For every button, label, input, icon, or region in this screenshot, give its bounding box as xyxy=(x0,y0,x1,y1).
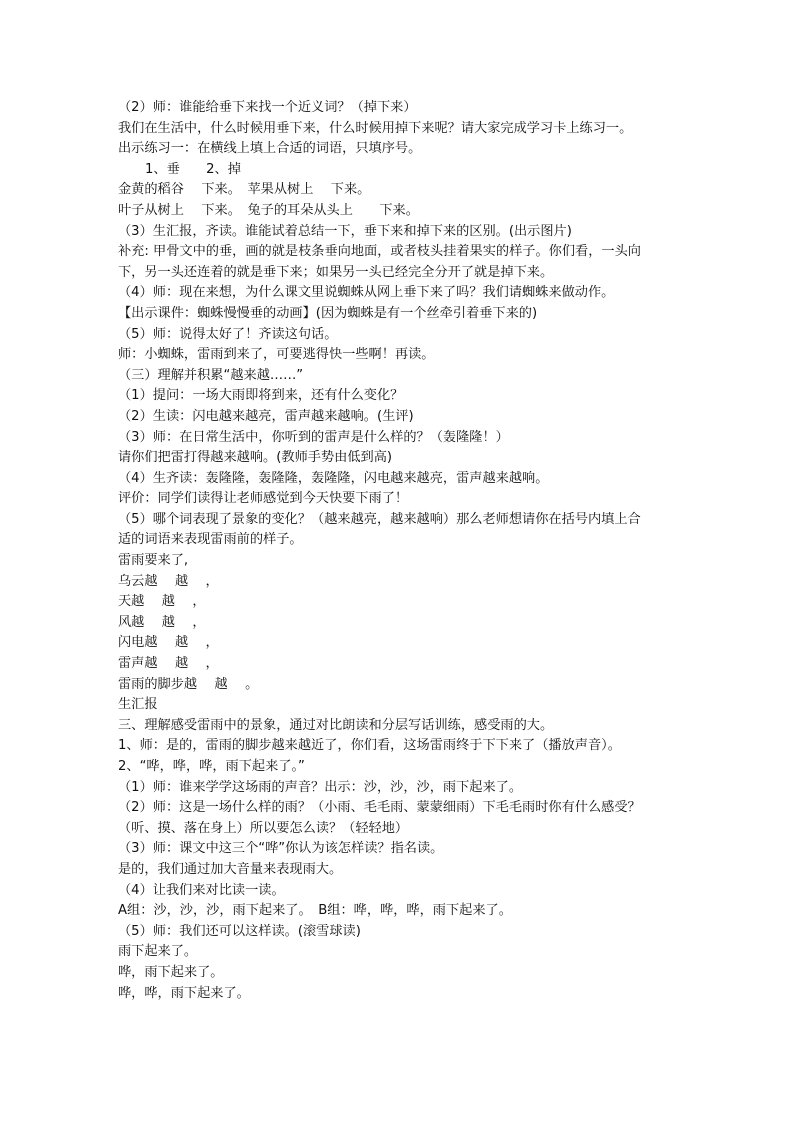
text-line: （3）师：课文中这三个“哗”你认为该怎样读？指名读。 xyxy=(118,841,444,857)
text-line: （2）师：这是一场什么样的雨？（小雨、毛毛雨、蒙蒙细雨）下毛毛雨时你有什么感受？ xyxy=(118,800,641,816)
text-line: （4）生齐读：轰隆隆，轰隆隆，轰隆隆，闪电越来越亮，雷声越来越响。 xyxy=(118,470,549,486)
text-line: 三、理解感受雷雨中的景象，通过对比朗读和分层写话训练，感受雨的大。 xyxy=(118,717,554,733)
text-line: 天越 越 ， xyxy=(118,594,206,610)
text-line: 出示练习一：在横线上填上合适的词语，只填序号。 xyxy=(118,141,422,157)
text-line: 适的词语来表现雷雨前的样子。 xyxy=(118,532,303,548)
text-line: （2）师：谁能给垂下来找一个近义词？（掉下来） xyxy=(118,100,417,115)
text-line: （4）师：现在来想，为什么课文里说蜘蛛从网上垂下来了吗？我们请蜘蛛来做动作。 xyxy=(118,285,615,301)
text-line: 是的，我们通过加大音量来表现雨大。 xyxy=(118,861,343,877)
text-line: 师：小蜘蛛，雷雨到来了，可要逃得快一些啊！再读。 xyxy=(118,347,435,363)
text-line: 叶子从树上 下来。 兔子的耳朵从头上 下来。 xyxy=(118,202,419,218)
text-line: （三）理解并积累“越来越……” xyxy=(118,367,304,383)
text-line: 请你们把雷打得越来越响。(教师手势由低到高) xyxy=(118,450,393,466)
text-line: （5）师：说得太好了！齐读这句话。 xyxy=(118,326,338,342)
document-page xyxy=(118,98,678,1004)
text-line: 雨下起来了。 xyxy=(118,944,198,960)
text-line: 雷雨要来了, xyxy=(118,553,189,569)
text-line: （5）师：我们还可以这样读。(滚雪球读) xyxy=(118,923,361,939)
text-line: 雷声越 越 ， xyxy=(118,656,219,672)
text-line: 1、师：是的，雷雨的脚步越来越近了，你们看，这场雷雨终于下下来了（播放声音）。 xyxy=(118,738,621,754)
text-line: 哗，哗，雨下起来了。 xyxy=(118,985,250,1001)
text-line: 风越 越 ， xyxy=(118,614,206,630)
text-line: 补充: 甲骨文中的垂，画的就是枝条垂向地面，或者枝头挂着果实的样子。你们看，一头向 xyxy=(118,244,641,260)
text-line: 1、垂 2、掉 xyxy=(145,161,241,177)
text-line: 乌云越 越 ， xyxy=(118,573,219,589)
text-line: （1）提问：一场大雨即将到来，还有什么变化？ xyxy=(118,388,404,404)
text-line: （3）师：在日常生活中，你听到的雷声是什么样的？（轰隆隆！） xyxy=(118,429,509,445)
text-line: 金黄的稻谷 下来。 苹果从树上 下来。 xyxy=(118,182,371,198)
text-line: 生汇报 xyxy=(118,697,158,713)
text-line: 下，另一头还连着的就是垂下来；如果另一头已经完全分开了就是掉下来。 xyxy=(118,264,554,280)
text-line: 【出示课件：蜘蛛慢慢垂的动画】(因为蜘蛛是有一个丝牵引着垂下来的) xyxy=(118,305,538,321)
text-line: （1）师：谁来学学这场雨的声音？出示：沙，沙，沙，雨下起来了。 xyxy=(118,779,523,795)
text-line: （听、摸、落在身上）所以要怎么读？（轻轻地） xyxy=(118,820,409,836)
text-line: 雷雨的脚步越 越 。 xyxy=(118,676,259,692)
text-line: （5）哪个词表现了景象的变化？（越来越亮，越来越响）那么老师想请你在括号内填上合 xyxy=(118,511,641,527)
text-line: 2、“哗，哗，哗，雨下起来了。” xyxy=(118,759,305,774)
text-line: （3）生汇报，齐读。谁能试着总结一下，垂下来和掉下来的区别。(出示图片) xyxy=(118,223,572,239)
text-line: 评价：同学们读得让老师感觉到今天快要下雨了！ xyxy=(118,491,409,507)
text-line: 闪电越 越 ， xyxy=(118,635,219,651)
text-line: 我们在生活中，什么时候用垂下来，什么时候用掉下来呢？请大家完成学习卡上练习一。 xyxy=(118,120,633,136)
text-line: 哗，雨下起来了。 xyxy=(118,964,224,980)
text-line: （2）生读：闪电越来越亮，雷声越来越响。(生评) xyxy=(118,408,414,424)
text-line: （4）让我们来对比读一读。 xyxy=(118,882,285,898)
text-line: A组：沙，沙，沙，雨下起来了。 B组：哗，哗，哗，雨下起来了。 xyxy=(118,903,512,919)
